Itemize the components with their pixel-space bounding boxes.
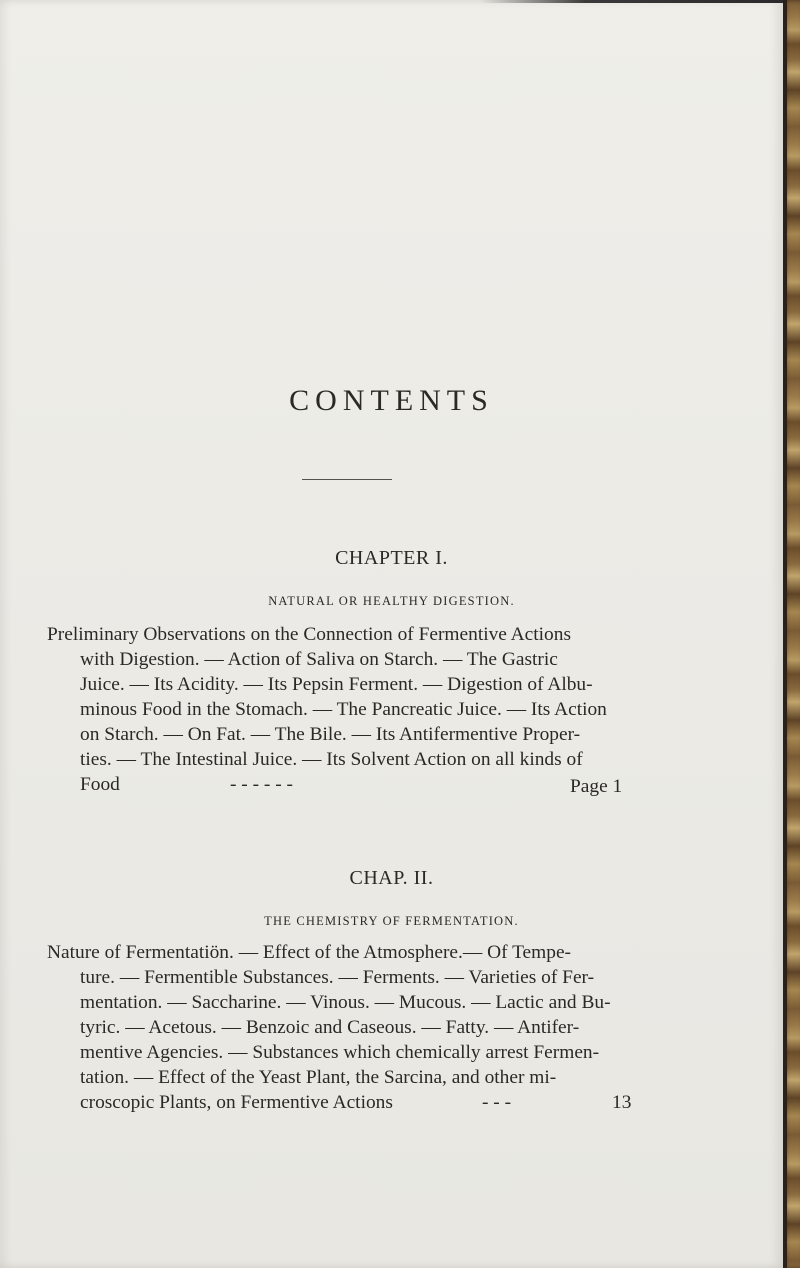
chapter-1-title: CHAPTER I. xyxy=(335,547,448,569)
dot-leader: - - - - - - xyxy=(230,774,293,795)
summary-last-line xyxy=(80,1092,393,1114)
summary-line: Preliminary Observations on the Connection of Fermentive Actions xyxy=(47,624,571,645)
heading-rule xyxy=(302,479,392,480)
chapter-2-title: CHAP. II. xyxy=(349,867,434,889)
summary-last-text: croscopic Plants, on Fermentive Actions xyxy=(80,1092,393,1113)
summary-line: Nature of Fermentatiön. — Effect of the Atmosphere.— Of Tempe- xyxy=(47,942,572,963)
summary-line: on Starch. — On Fat. — The Bile. — Its Antifermentive Proper- xyxy=(80,724,581,745)
summary-line: ties. — The Intestinal Juice. — Its Solvent Action on all kinds of xyxy=(80,749,583,770)
page-top-shadow xyxy=(480,0,783,3)
summary-line: minous Food in the Stomach. — The Pancreatic Juice. — Its Action xyxy=(80,699,607,720)
dot-leader: - - - xyxy=(482,1092,512,1113)
summary-line: ture. — Fermentible Substances. — Ferments. — Varieties of Fer- xyxy=(80,967,595,988)
chapter-2-subtitle: THE CHEMISTRY OF FERMENTATION. xyxy=(264,914,519,928)
summary-line: tation. — Effect of the Yeast Plant, the Sarcina, and other mi- xyxy=(80,1067,557,1088)
summary-last-text: Food xyxy=(80,774,120,795)
summary-line: mentive Agencies. — Substances which chemically arrest Fermen- xyxy=(80,1042,600,1063)
chapter-1-subtitle: NATURAL OR HEALTHY DIGESTION. xyxy=(268,594,515,608)
summary-line: Juice. — Its Acidity. — Its Pepsin Ferment. — Digestion of Albu- xyxy=(80,674,593,695)
page-number: 13 xyxy=(612,1092,632,1113)
summary-line: tyric. — Acetous. — Benzoic and Caseous. — Fatty. — Antifer- xyxy=(80,1017,580,1038)
summary-line: mentation. — Saccharine. — Vinous. — Mucous. — Lactic and Bu- xyxy=(80,992,611,1013)
page-number: Page 1 xyxy=(570,776,623,797)
contents-heading: CONTENTS xyxy=(289,384,494,417)
summary-last-line xyxy=(80,774,120,796)
book-gutter-shadow xyxy=(783,0,787,1268)
summary-line: with Digestion. — Action of Saliva on Starch. — The Gastric xyxy=(80,649,558,670)
